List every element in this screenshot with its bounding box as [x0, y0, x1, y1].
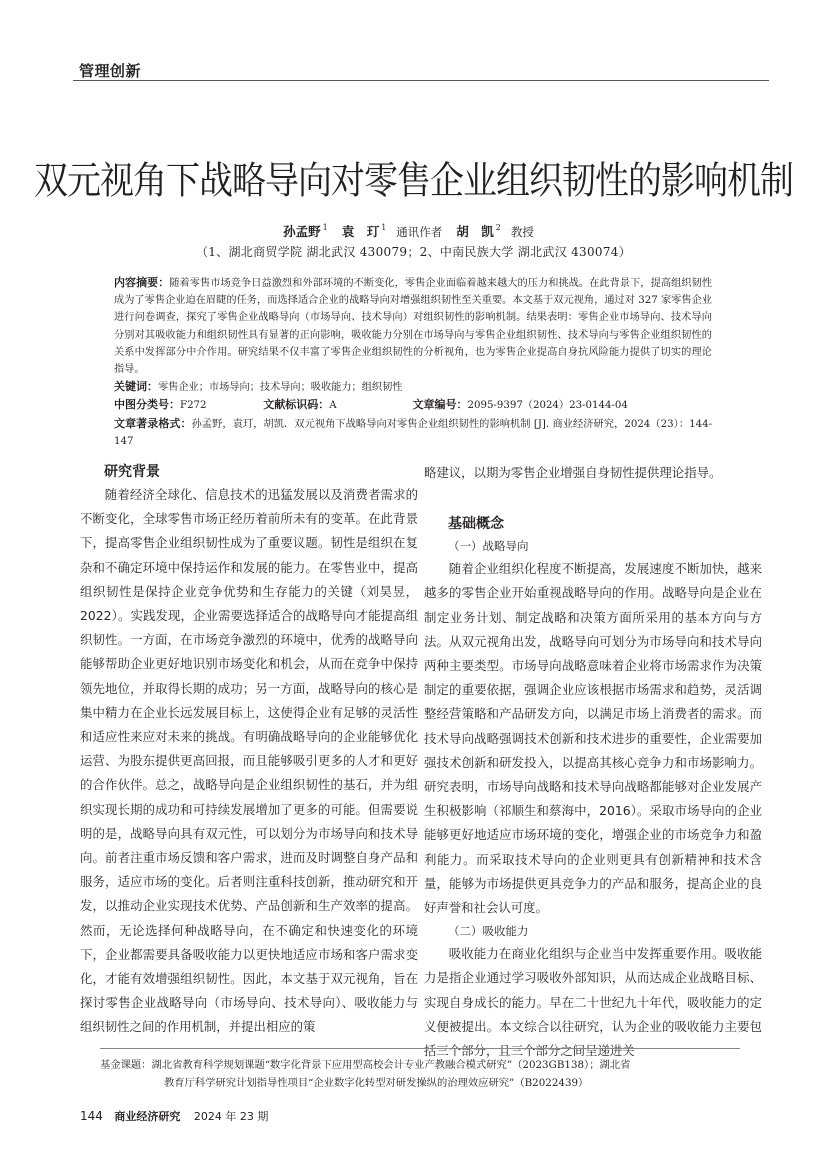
author-affiliation-mark: 2	[495, 223, 501, 232]
body-paragraph-continuation: 略建议，以期为零售企业增强自身韧性提供理论指导。	[424, 465, 722, 480]
body-column-left	[80, 461, 418, 1040]
spacer	[424, 485, 762, 513]
article-no-value: 2095-9397（2024）23-0144-04	[467, 400, 628, 412]
article-title: 双元视角下战略导向对零售企业组织韧性的影响机制	[34, 158, 793, 204]
keywords	[114, 378, 712, 396]
abstract-text: 随着零售市场竞争日益激烈和外部环境的不断变化，零售企业面临着越来越大的压力和挑战。在此背景下，提高组织韧性成为了零售企业迫在眉睫的任务，而选择适合企业的战略导向对增强组织韧性至关重要。本文基于双元视角，通过对 327 家零售企业进行问卷调查，探究了零售企业战略导向（市场导向、技术导向）对组织韧性的影响机制。结果表明：零售企业市场导向、技术导向分别对其吸收能力和组织韧性具有显著的正向影响，吸收能力分别在市场导向与零售企业组织韧性、技术导向与零售企业组织韧性的关系中发挥部分中介作用。研究结果不仅丰富了零售企业组织韧性的分析视角，也为零售企业提高自身抗风险能力提供了切实的理论指导。	[114, 278, 713, 376]
abstract-block	[114, 274, 712, 450]
body-paragraph: 随着经济全球化、信息技术的迅猛发展以及消费者需求的不断变化，全球零售市场正经历着前所未有的变革。在此背景下，提高零售企业组织韧性成为了重要议题。韧性是组织在复杂和不确定环境中保持运作和发展的能力。在零售业中，提高组织韧性是保持企业竞争优势和生存能力的关键（刘昊昱，2022）。实践发现，企业需要选择适合的战略导向才能提高组织韧性。一方面，在市场竞争激烈的环境中，优秀的战略导向能够帮助企业更好地识别市场变化和机会，从而在竞争中保持领先地位，并取得长期的成功；另一方面，战略导向的核心是集中精力在企业长远发展目标上，这使得企业有足够的灵活性和适应性来应对未来的挑战。有明确战略导向的企业能够优化运营、为股东提供更高回报，而且能够吸引更多的人才和更好的合作伙伴。总之，战略导向是企业组织韧性的基石，并为组织实现长期的成功和可持续发展增加了更多的可能。但需要说明的是，战略导向具有双元性，可以划分为市场导向和技术导向。前者注重市场反馈和客户需求，进而及时调整自身产品和服务，适应市场的变化。后者则注重科技创新，推动研究和开发，以推动企业实现技术优势、产品创新和生产效率的提高。然而，无论选择何种战略导向，在不确定和快速变化的环境下，企业都需要具备吸收能力以更快地适应市场和客户需求变化，才能有效增强组织韧性。因此，本文基于双元视角，旨在探讨零售企业战略导向（市场导向、技术导向）、吸收能力与组织韧性之间的作用机制，并提出相应的策	[80, 487, 418, 1035]
article-no-label: 文章编号：	[412, 398, 468, 412]
subsection-heading: （二）吸收能力	[448, 924, 529, 939]
section-heading: 基础概念	[448, 516, 504, 533]
author-role: 通讯作者	[396, 225, 443, 239]
abstract	[114, 274, 712, 378]
classification-row	[114, 396, 712, 414]
body-paragraph: 随着企业组织化程度不断提高，发展速度不断加快，越来越多的零售企业开始重视战略导向的作用。战略导向是企业在制定业务计划、制定战略和决策方面所采用的基本方向与方法。从双元视角出发，战略导向可划分为市场导向和技术导向两种主要类型。市场导向战略意味着企业将市场需求作为决策制定的重要依据，强调企业应该根据市场需求和趋势，灵活调整经营策略和产品研发方向，以满足市场上消费者的需求。而技术导向战略强调技术创新和技术进步的重要性，企业需要加强技术创新和研发投入，以提高其核心竞争力和市场影响力。研究表明，市场导向战略和技术导向战略都能够对企业发展产生积极影响（祁顺生和蔡海中，2016）。采取市场导向的企业能够更好地适应市场环境的变化，增强企业的市场竞争力和盈利能力。而采取技术导向的企业则更具有创新精神和技术含量，能够为市场提供更具竞争力的产品和服务，提高企业的良好声誉和社会认可度。	[424, 561, 762, 916]
footnote-rule	[100, 1048, 740, 1049]
section-heading: 研究背景	[104, 464, 160, 480]
header-rule	[73, 80, 769, 81]
author-role: 教授	[510, 225, 534, 239]
author-name: 孙孟野	[283, 224, 321, 239]
clc-value: F272	[180, 400, 207, 412]
citation-label: 文章著录格式：	[114, 416, 192, 430]
abstract-label: 内容摘要：	[114, 276, 170, 289]
doc-code-value: A	[329, 400, 337, 412]
body-column-right	[424, 461, 762, 1063]
keywords-label: 关键词：	[114, 380, 158, 394]
clc-label: 中图分类号：	[114, 398, 180, 412]
funding-line: 基金课题：湖北省教育科学规划课题“数字化背景下应用型高校会计专业产教融合模式研究”（2023GB138）；湖北省	[100, 1059, 631, 1071]
author-affiliation-mark: 1	[381, 223, 387, 232]
citation-text: 孙孟野，袁玎，胡凯．双元视角下战略导向对零售企业组织韧性的影响机制 [J]. 商业经济研究，2024（23）：144-147	[114, 418, 713, 447]
subsection-heading: （一）战略导向	[448, 539, 529, 554]
page-number: 144	[80, 1109, 103, 1123]
page-footer	[80, 1108, 268, 1124]
author-affiliation-mark: 1	[322, 223, 328, 232]
doc-code-label: 文献标识码：	[263, 398, 330, 412]
funding-note	[100, 1056, 740, 1092]
issue-label: 2024 年 23 期	[193, 1110, 269, 1123]
author-list	[0, 222, 827, 240]
author-name: 袁 玎	[341, 224, 380, 239]
funding-line: 教育厅科学研究计划指导性项目“企业数字化转型对研发操纵的治理效应研究”（B2022439）	[164, 1077, 589, 1089]
citation	[114, 415, 712, 450]
journal-name: 商业经济研究	[114, 1110, 181, 1123]
keywords-text: 零售企业；市场导向；技术导向；吸收能力；组织韧性	[158, 382, 403, 394]
author-name: 胡 凯	[456, 224, 494, 239]
affiliations: （1、湖北商贸学院 湖北武汉 430079；2、中南民族大学 湖北武汉 430074）	[195, 245, 632, 259]
section-tag: 管理创新	[79, 62, 142, 80]
body-paragraph: 吸收能力在商业化组织与企业当中发挥重要作用。吸收能力是指企业通过学习吸收外部知识，从而达成企业战略目标、实现自身成长的能力。早在二十世纪九十年代，吸收能力的定义便被提出。本文综合以往研究，认为企业的吸收能力主要包括三个部分，且三个部分之间呈递进关	[424, 946, 762, 1059]
